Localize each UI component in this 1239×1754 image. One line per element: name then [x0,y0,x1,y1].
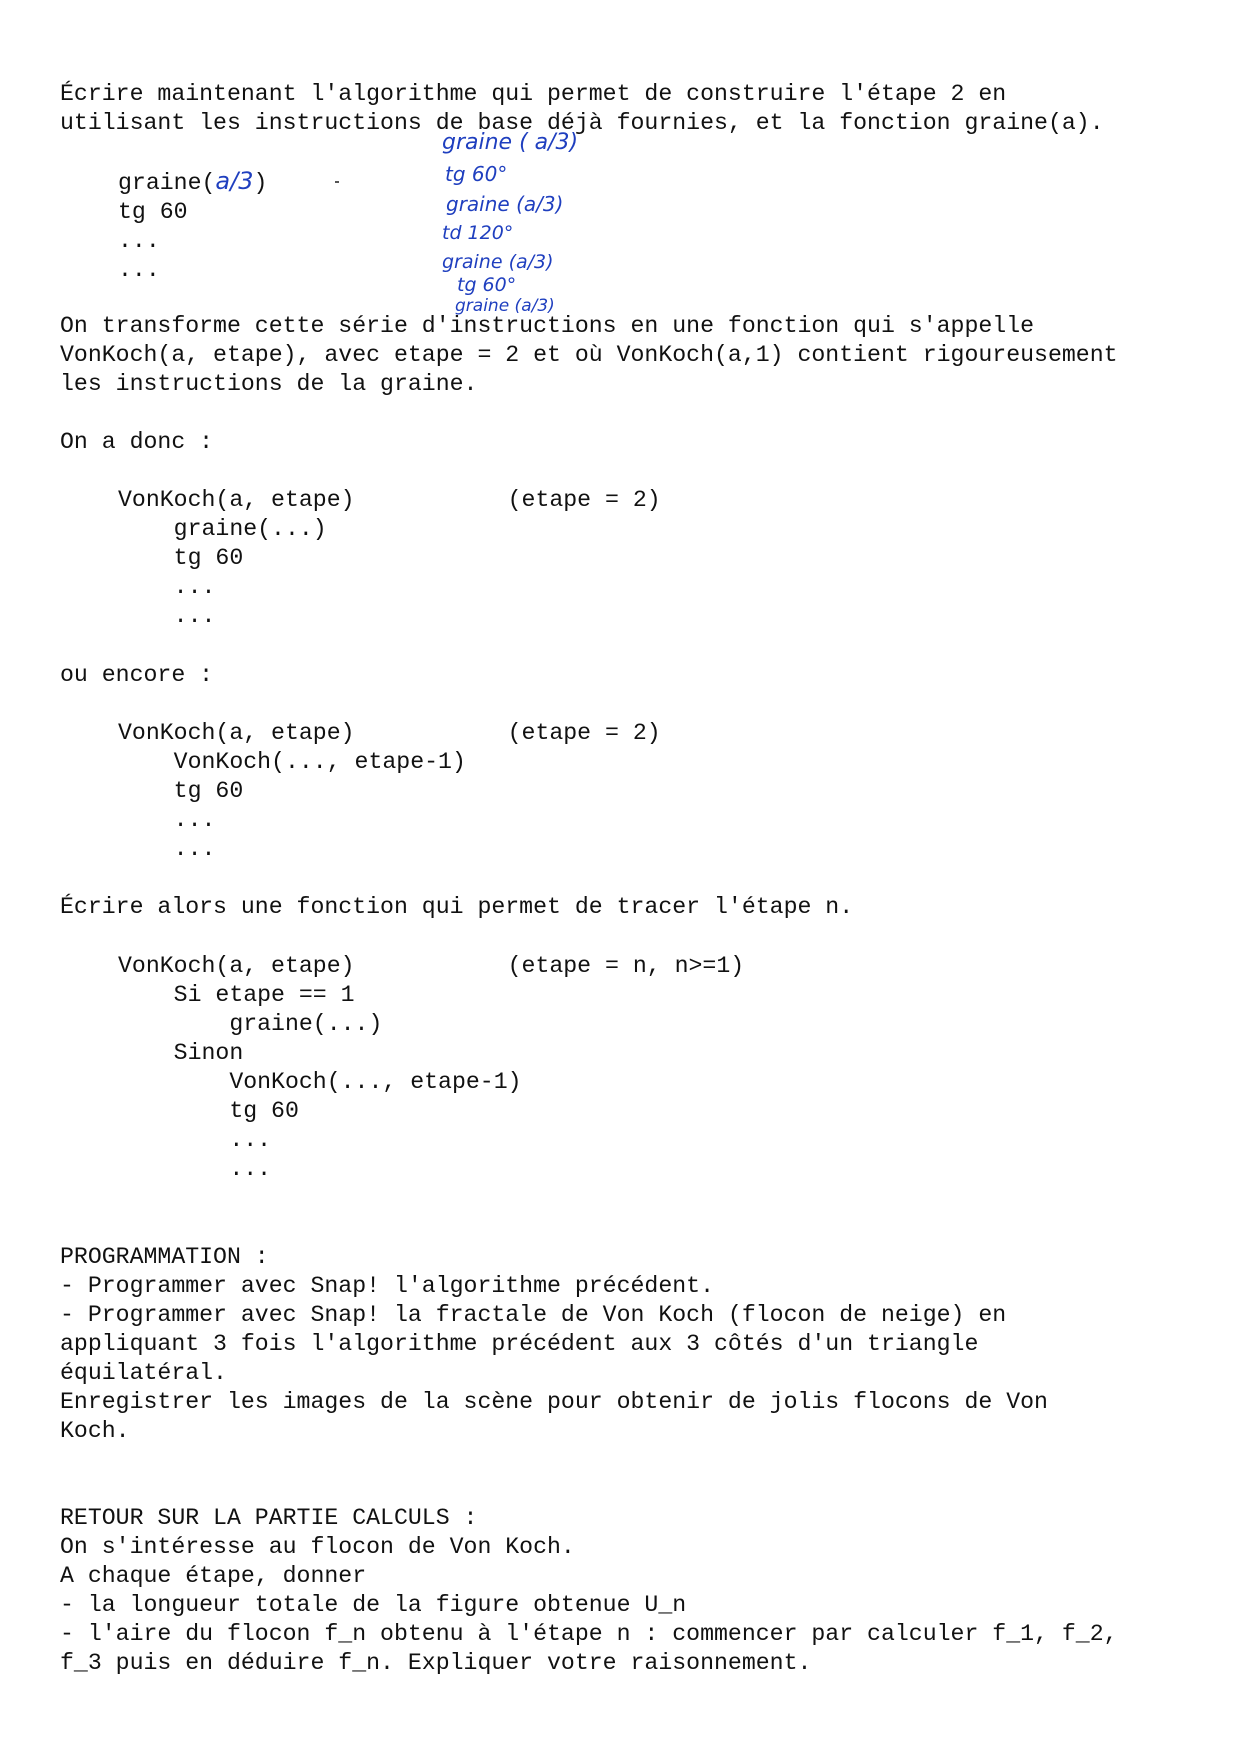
step2-line-dots-1: ... [118,228,160,254]
retour-line-3: - la longueur totale de la figure obtenue U_n [60,1592,687,1618]
on-a-donc: On a donc : [60,429,214,455]
transform-line-1: On transforme cette série d'instructions en une fonction qui s'appelle [60,313,1035,339]
code2-line-2: VonKoch(..., etape-1) [118,749,466,775]
handwritten-note-3: graine (a/3) [446,192,564,216]
programmation-line-3: appliquant 3 fois l'algorithme précédent aux 3 côtés d'un triangle [60,1331,979,1357]
retour-heading: RETOUR SUR LA PARTIE CALCULS : [60,1505,478,1531]
code3-line-2: Si etape == 1 [118,982,355,1008]
handwritten-graine-arg: a/3 [215,167,254,195]
code2-line-5: ... [118,836,216,862]
stray-mark [335,181,339,183]
graine-prefix: graine( [118,170,216,196]
code2-line-1: VonKoch(a, etape) (etape = 2) [118,720,661,746]
handwritten-note-4: td 120° [442,222,514,244]
programmation-line-4: équilatéral. [60,1360,227,1386]
retour-line-4: - l'aire du flocon f_n obtenu à l'étape n : commencer par calculer f_1, f_2, [60,1621,1118,1647]
code2-line-4: ... [118,807,216,833]
ou-encore: ou encore : [60,662,214,688]
intro-line-2: utilisant les instructions de base déjà fournies, et la fonction graine(a). [60,110,1104,136]
retour-line-2: A chaque étape, donner [60,1563,367,1589]
programmation-line-6: Koch. [60,1418,130,1444]
handwritten-note-5: graine (a/3) [442,251,554,273]
code3-line-8: ... [118,1156,272,1182]
programmation-heading: PROGRAMMATION : [60,1244,269,1270]
code3-line-1: VonKoch(a, etape) (etape = n, n>=1) [118,953,745,979]
code3-line-6: tg 60 [118,1098,299,1124]
handwritten-note-2: tg 60° [445,162,508,186]
transform-line-2: VonKoch(a, etape), avec etape = 2 et où VonKoch(a,1) contient rigoureusement [60,342,1118,368]
handwritten-note-7: graine (a/3) [455,296,555,316]
code3-line-4: Sinon [118,1040,244,1066]
handwritten-note-1: graine ( a/3) [442,130,579,155]
code2-line-3: tg 60 [118,778,244,804]
graine-suffix: ) [253,170,268,196]
retour-line-5: f_3 puis en déduire f_n. Expliquer votre raisonnement. [60,1650,812,1676]
step2-line-tg: tg 60 [118,199,188,225]
retour-line-1: On s'intéresse au flocon de Von Koch. [60,1534,575,1560]
code3-line-3: graine(...) [118,1011,383,1037]
step2-graine-line [118,169,267,198]
code3-line-5: VonKoch(..., etape-1) [118,1069,522,1095]
transform-line-3: les instructions de la graine. [60,371,478,397]
ecrire-etape-n: Écrire alors une fonction qui permet de tracer l'étape n. [60,894,854,920]
code1-line-5: ... [118,603,216,629]
code1-line-4: ... [118,574,216,600]
code1-line-2: graine(...) [118,516,327,542]
code3-line-7: ... [118,1127,272,1153]
step2-line-dots-2: ... [118,257,160,283]
code1-line-3: tg 60 [118,545,244,571]
intro-line-1: Écrire maintenant l'algorithme qui permet de construire l'étape 2 en [60,81,1007,107]
programmation-line-2: - Programmer avec Snap! la fractale de Von Koch (flocon de neige) en [60,1302,1007,1328]
handwritten-note-6: tg 60° [457,274,517,296]
programmation-line-5: Enregistrer les images de la scène pour obtenir de jolis flocons de Von [60,1389,1048,1415]
code1-line-1: VonKoch(a, etape) (etape = 2) [118,487,661,513]
programmation-line-1: - Programmer avec Snap! l'algorithme précédent. [60,1273,714,1299]
